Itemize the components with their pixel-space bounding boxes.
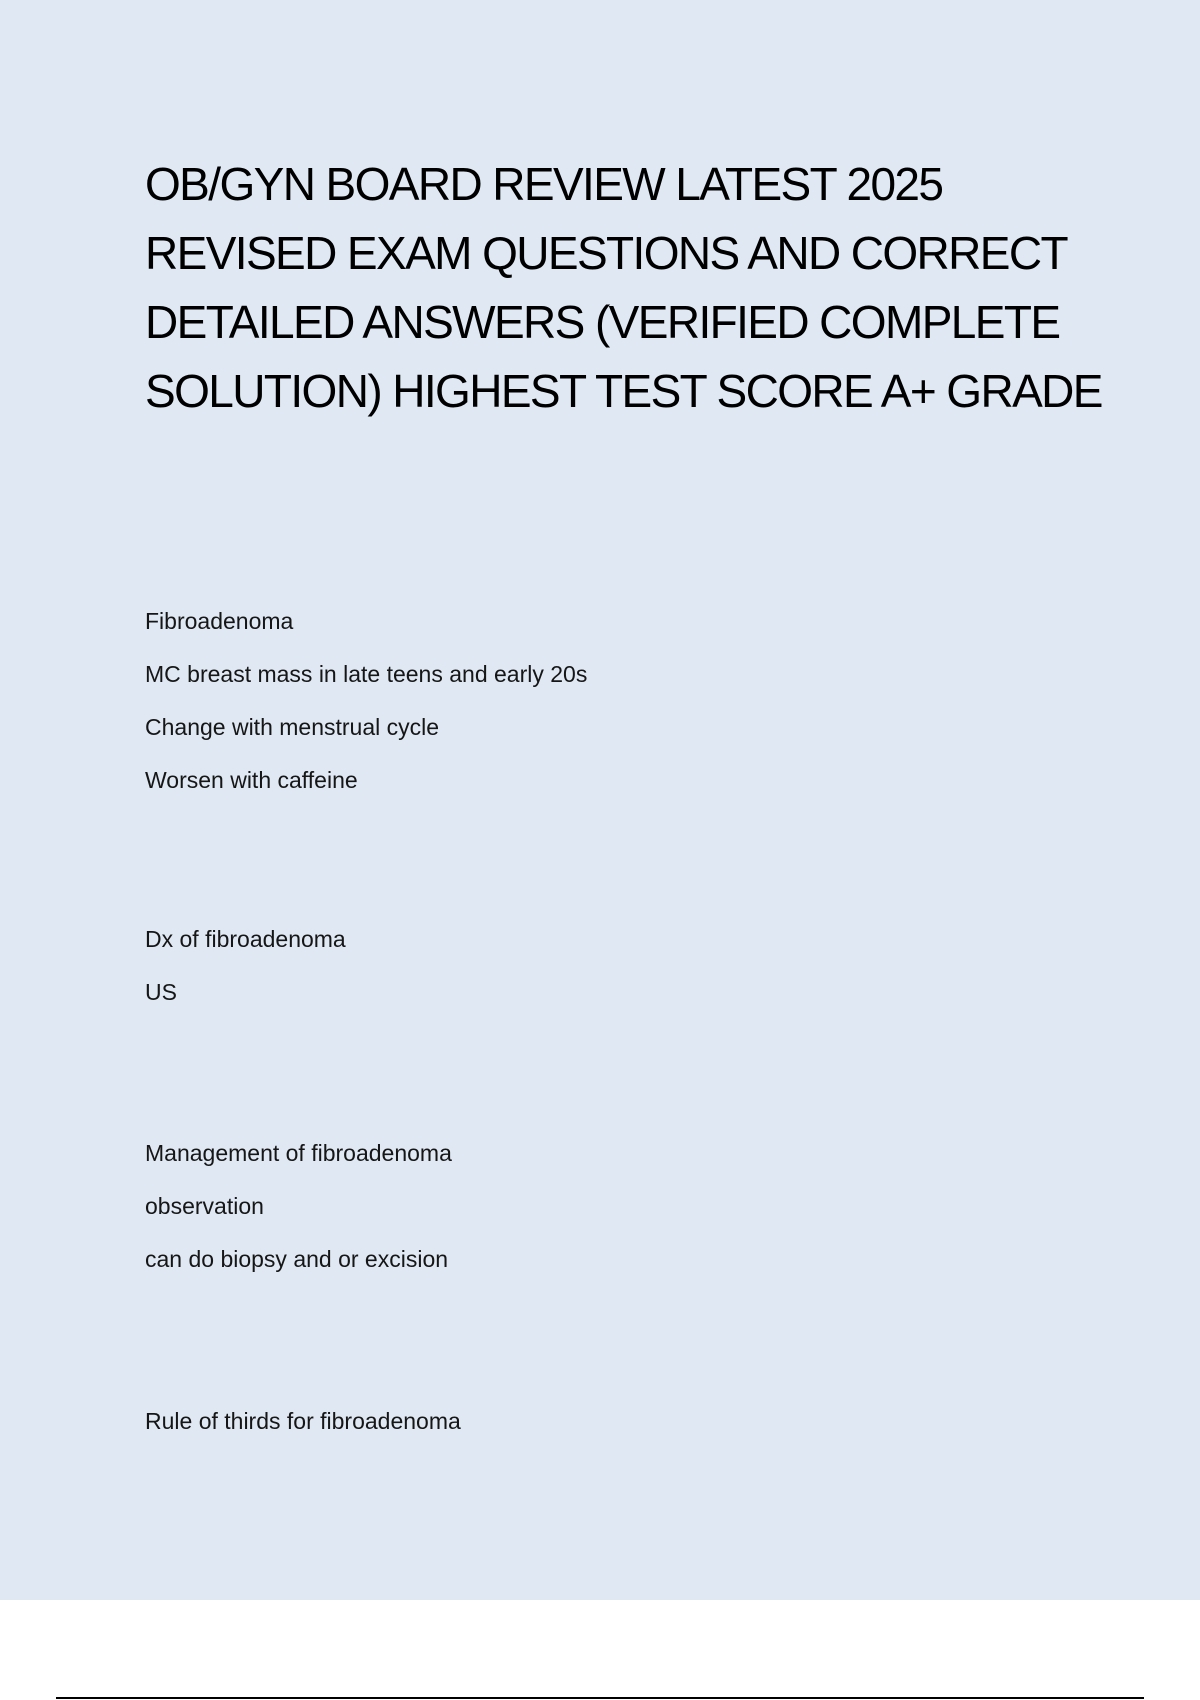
qa-entry-dx-fibroadenoma [145,913,1045,1019]
answer-line: Worsen with caffeine [145,767,358,793]
document-title [145,150,1145,426]
title-line: DETAILED ANSWERS (VERIFIED COMPLETE [145,296,1060,348]
qa-entry-rule-of-thirds [145,1395,1045,1448]
question-text: Rule of thirds for fibroadenoma [145,1408,461,1434]
answer-line: observation [145,1193,264,1219]
title-line: OB/GYN BOARD REVIEW LATEST 2025 [145,158,943,210]
qa-entry-fibroadenoma [145,595,1045,807]
title-line: REVISED EXAM QUESTIONS AND CORRECT [145,227,1067,279]
question-text: Dx of fibroadenoma [145,926,346,952]
answer-line: Change with menstrual cycle [145,714,440,740]
question-text: Fibroadenoma [145,608,294,634]
title-line: SOLUTION) HIGHEST TEST SCORE A+ GRADE [145,365,1102,417]
answer-line: MC breast mass in late teens and early 20s [145,661,588,687]
answer-line: US [145,979,177,1005]
question-text: Management of fibroadenoma [145,1140,452,1166]
answer-line: can do biopsy and or excision [145,1246,449,1272]
qa-entry-management-fibroadenoma [145,1127,1045,1286]
footer-divider [56,1697,1144,1699]
